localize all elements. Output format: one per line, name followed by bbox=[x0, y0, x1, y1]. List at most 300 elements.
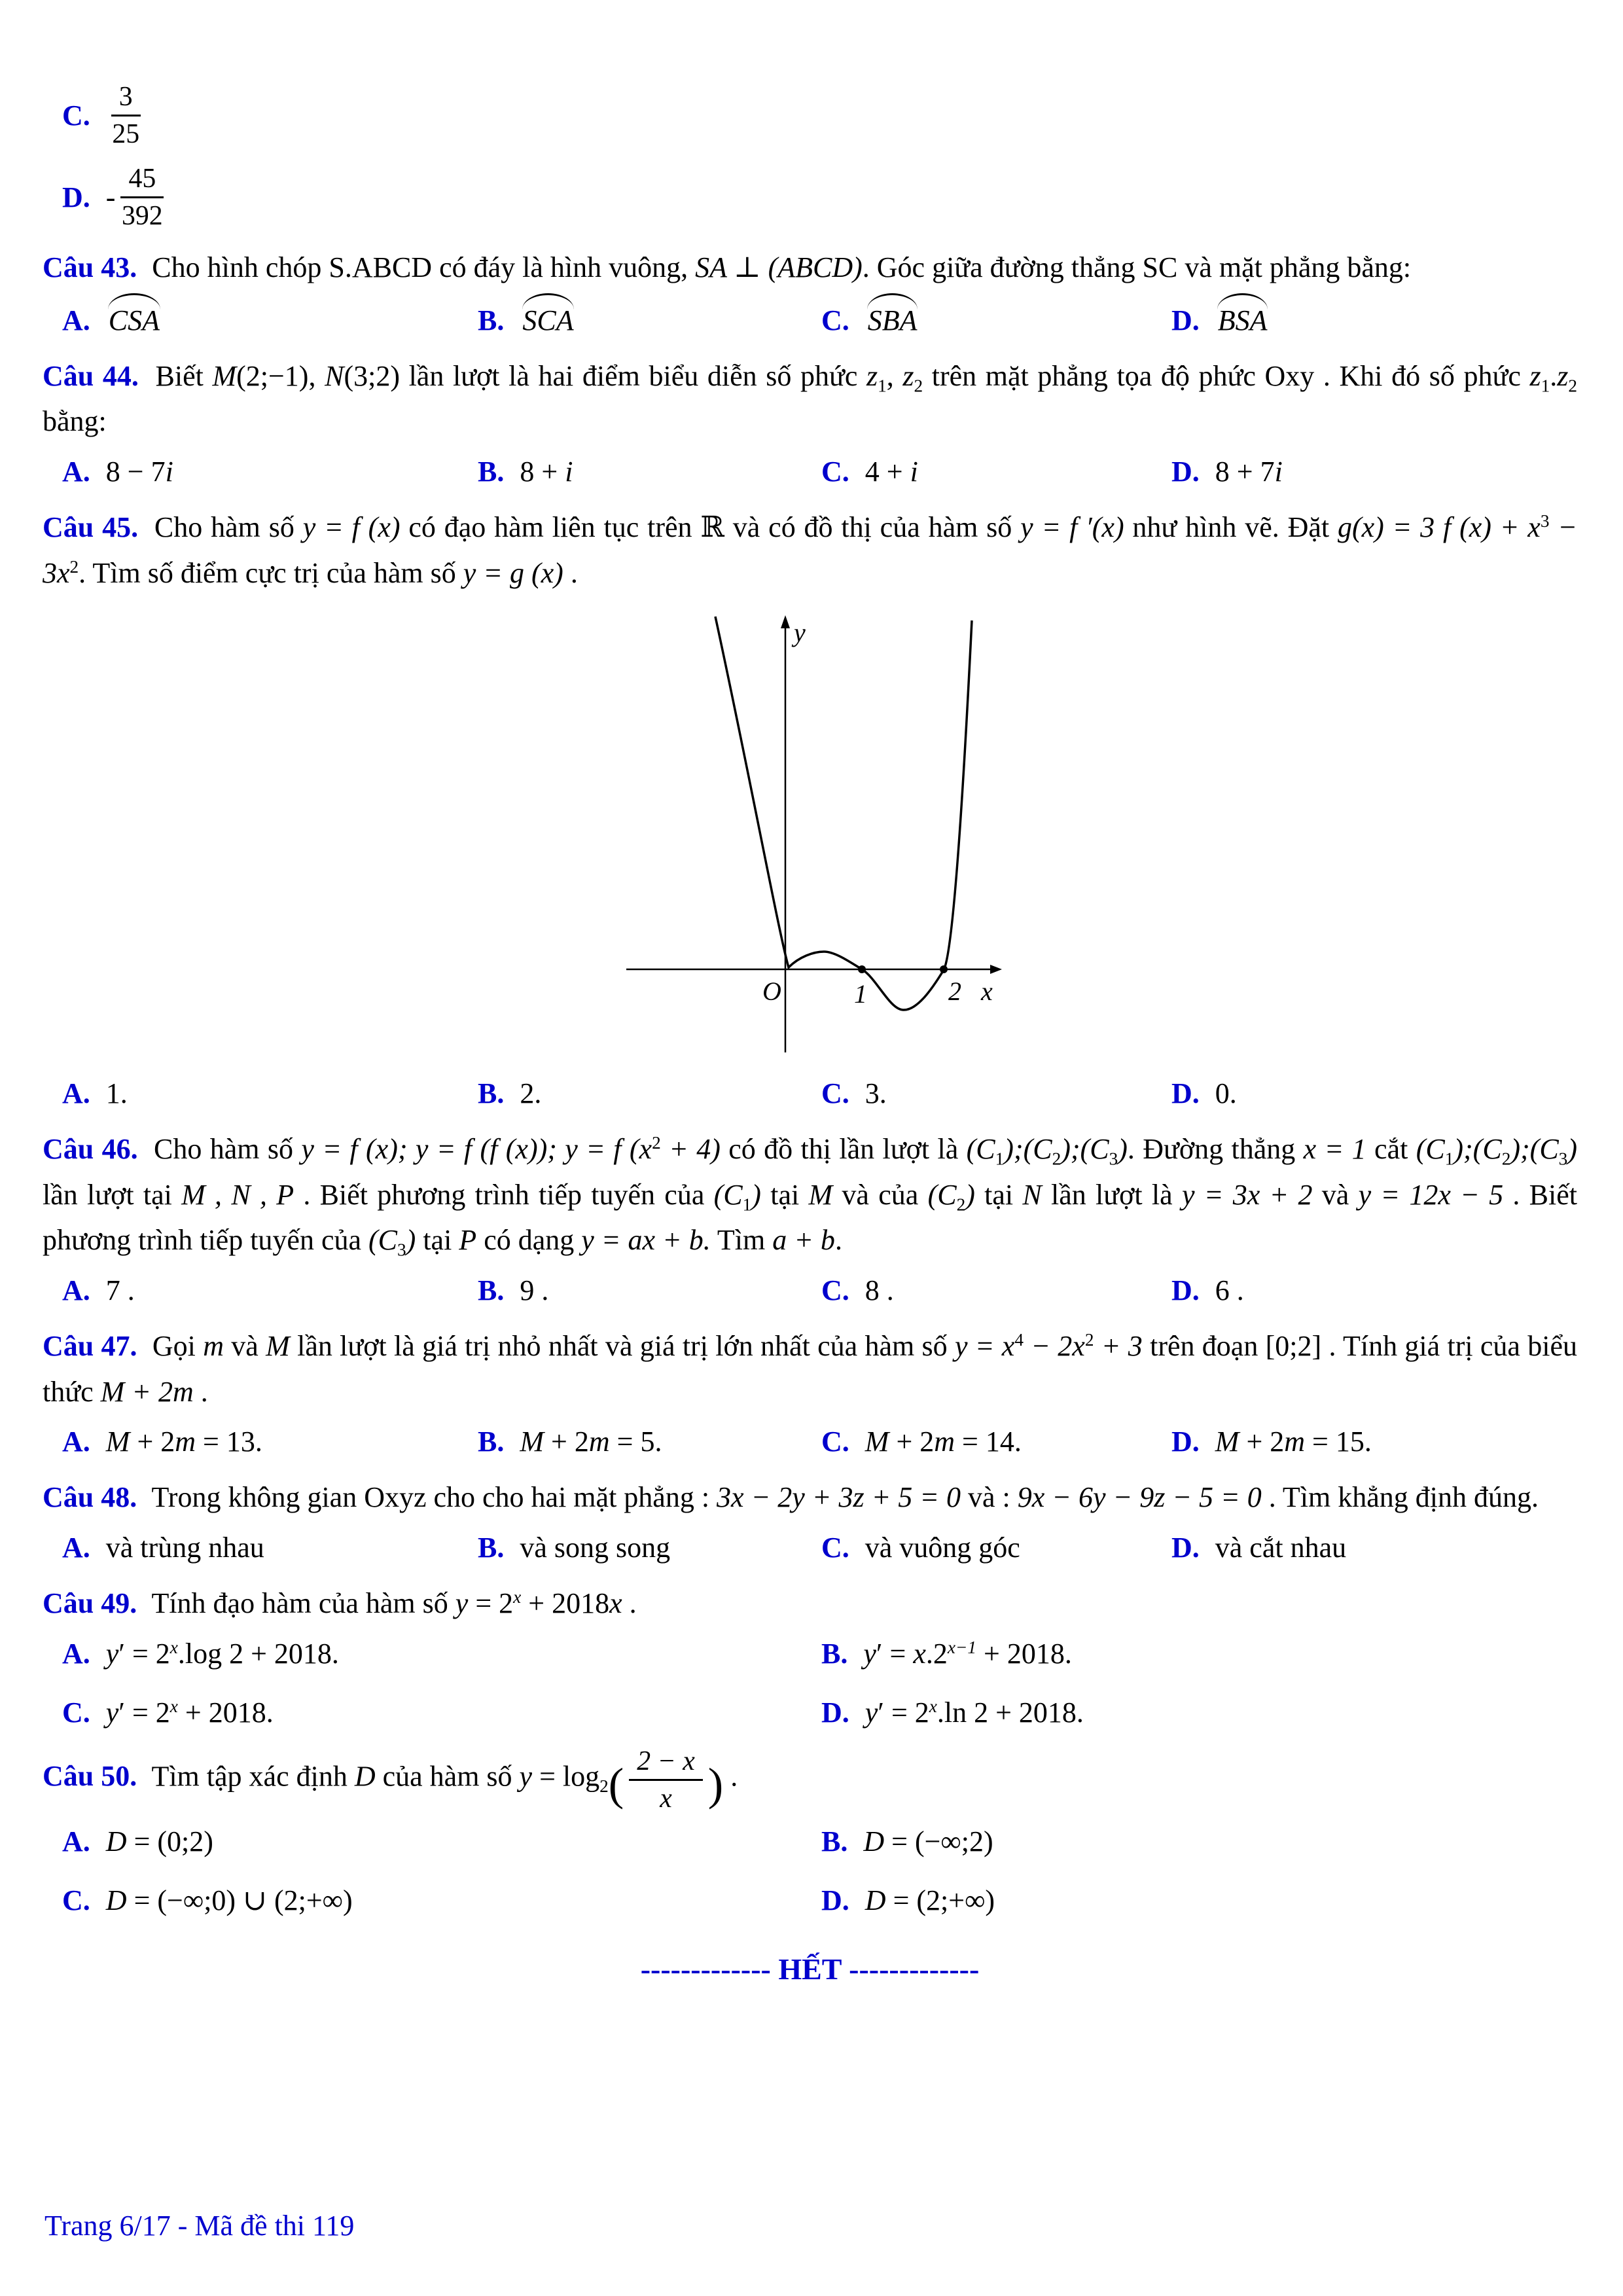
option-A bbox=[62, 296, 478, 343]
text-run: Biết bbox=[146, 359, 213, 392]
option-D bbox=[1171, 1420, 1577, 1464]
text-run: 8 − 7 bbox=[105, 455, 166, 488]
text-run: z bbox=[866, 359, 878, 392]
option-C bbox=[821, 1526, 1171, 1570]
question-48 bbox=[43, 1475, 1577, 1570]
text-run: lần lượt là giá trị nhỏ nhất và giá trị lớn nhất của hàm số bbox=[289, 1330, 955, 1363]
text-run: ′ = bbox=[876, 1637, 914, 1670]
text-run: y bbox=[865, 1696, 878, 1729]
text-run: và bbox=[223, 1330, 266, 1363]
text-run: + 3 bbox=[1094, 1330, 1143, 1363]
text-run: = (2;+∞) bbox=[885, 1884, 995, 1917]
text-run: 2. bbox=[520, 1077, 542, 1110]
text-run: x bbox=[609, 1587, 622, 1620]
text-run: . Đường thẳng bbox=[1127, 1133, 1304, 1166]
text-run: và : bbox=[961, 1481, 1018, 1514]
option-B bbox=[478, 1268, 821, 1313]
text-run: i bbox=[165, 455, 173, 488]
option-letter: D. bbox=[62, 181, 90, 214]
question-45 bbox=[43, 505, 1577, 1116]
text-run: . bbox=[834, 1224, 842, 1257]
question-text bbox=[43, 1746, 1577, 1814]
text-run: Trong không gian Oxyz cho cho hai mặt phẳng : bbox=[145, 1481, 717, 1514]
text-run: trên đoạn bbox=[1142, 1330, 1266, 1363]
question-number: Câu 50. bbox=[43, 1760, 137, 1793]
angle-symbol: SCA bbox=[520, 296, 576, 343]
question-47 bbox=[43, 1323, 1577, 1464]
option-letter: D. bbox=[1171, 1077, 1200, 1110]
text-run: 2 bbox=[1568, 376, 1578, 396]
fraction bbox=[120, 163, 164, 232]
text-run: y = ax + b. bbox=[581, 1224, 711, 1257]
carryover-options bbox=[43, 81, 1577, 232]
option-B bbox=[478, 1526, 821, 1570]
text-run: , bbox=[886, 359, 903, 392]
text-run: 2 bbox=[652, 1133, 661, 1153]
text-run: y bbox=[105, 1637, 119, 1670]
text-run: 1 bbox=[995, 1149, 1005, 1169]
question-number: Câu 44. bbox=[43, 359, 139, 392]
option-letter: A. bbox=[62, 1274, 90, 1306]
text-run: tại bbox=[974, 1178, 1023, 1211]
option-A bbox=[62, 1632, 821, 1676]
text-run: M bbox=[1215, 1426, 1240, 1458]
text-run: 9 . bbox=[520, 1274, 549, 1306]
text-run: . Tính giá trị của biểu thức bbox=[43, 1330, 1578, 1408]
option-letter: A. bbox=[62, 1426, 90, 1458]
text-run: y bbox=[455, 1587, 469, 1620]
option-A bbox=[62, 1071, 478, 1116]
text-run: ℝ bbox=[700, 511, 724, 544]
option-C bbox=[821, 1071, 1171, 1116]
option-letter: D. bbox=[821, 1696, 849, 1729]
text-run: = log bbox=[532, 1760, 600, 1793]
text-run: và của bbox=[832, 1178, 928, 1211]
text-run: D bbox=[105, 1884, 127, 1917]
fraction bbox=[629, 1746, 703, 1814]
option-letter: D. bbox=[1171, 304, 1200, 336]
text-run: .ln 2 + 2018 bbox=[936, 1696, 1077, 1729]
text-run: Gọi bbox=[145, 1330, 204, 1363]
option-D bbox=[821, 1691, 1577, 1735]
option-D bbox=[1171, 1071, 1577, 1116]
text-run: + 2018 bbox=[976, 1637, 1065, 1670]
text-run: = (−∞;2) bbox=[884, 1825, 993, 1858]
text-run: + 2 bbox=[1239, 1426, 1285, 1458]
tick-1-label: 1 bbox=[853, 979, 867, 1009]
text-run: y = 12x − 5 bbox=[1358, 1178, 1504, 1211]
option-letter: A. bbox=[62, 304, 90, 336]
text-run: trên mặt phẳng tọa độ phức Oxy . Khi đó số phức bbox=[923, 359, 1530, 392]
text-run: + 2 bbox=[544, 1426, 589, 1458]
text-run: (C bbox=[1416, 1133, 1445, 1166]
text-run: y = 3x + 2 bbox=[1181, 1178, 1313, 1211]
question-text bbox=[43, 353, 1577, 444]
text-run: C bbox=[1033, 1133, 1052, 1166]
text-run: C bbox=[1539, 1133, 1559, 1166]
option-letter: B. bbox=[478, 1274, 505, 1306]
text-run: D bbox=[863, 1825, 885, 1858]
question-number: Câu 46. bbox=[43, 1133, 138, 1166]
option-D bbox=[1171, 1268, 1577, 1313]
fraction-denominator: 392 bbox=[121, 201, 163, 232]
text-run: );( bbox=[1510, 1133, 1540, 1166]
angle-symbol: BSA bbox=[1215, 296, 1270, 343]
text-run: + 2018 bbox=[521, 1587, 610, 1620]
options bbox=[43, 1268, 1577, 1313]
text-run: i bbox=[910, 455, 918, 488]
text-run: = (0;2) bbox=[126, 1825, 213, 1858]
option-letter: B. bbox=[478, 1077, 505, 1110]
option-B bbox=[478, 1071, 821, 1116]
question-number: Câu 45. bbox=[43, 511, 139, 544]
text-run: [0;2] bbox=[1265, 1330, 1322, 1363]
option-letter: C. bbox=[821, 1531, 849, 1564]
x-axis-label: x bbox=[980, 977, 993, 1007]
text-run: . bbox=[622, 1587, 637, 1620]
text-run: . bbox=[266, 1696, 274, 1729]
text-run: M bbox=[865, 1426, 889, 1458]
option-A bbox=[62, 1420, 478, 1464]
option-letter: C. bbox=[821, 1274, 849, 1306]
text-run: 1 bbox=[1444, 1149, 1454, 1169]
text-run: . bbox=[723, 1760, 738, 1793]
option-letter: C. bbox=[62, 1696, 90, 1729]
text-run: Tính đạo hàm của hàm số bbox=[145, 1587, 455, 1620]
question-number: Câu 49. bbox=[43, 1587, 137, 1620]
text-run: 8 . bbox=[865, 1274, 894, 1306]
text-run: );( bbox=[1454, 1133, 1483, 1166]
text-run: 1 bbox=[742, 1194, 752, 1215]
text-run: ′ = 2 bbox=[118, 1696, 170, 1729]
text-run: M bbox=[520, 1426, 544, 1458]
text-run: x−1 bbox=[947, 1637, 977, 1657]
option-letter: D. bbox=[1171, 455, 1200, 488]
question-number: Câu 48. bbox=[43, 1481, 137, 1514]
option-D bbox=[43, 163, 1577, 232]
option-letter: A. bbox=[62, 1825, 90, 1858]
question-text bbox=[43, 245, 1577, 291]
text-run: M bbox=[105, 1426, 130, 1458]
text-run: 8 + bbox=[520, 455, 565, 488]
text-run: = 2 bbox=[468, 1587, 514, 1620]
text-run: có dạng bbox=[476, 1224, 582, 1257]
text-run: 8 + 7 bbox=[1215, 455, 1275, 488]
fraction-numerator: 45 bbox=[120, 163, 164, 198]
option-C bbox=[821, 296, 1171, 343]
point-x2 bbox=[940, 965, 948, 973]
text-run: x bbox=[169, 1637, 178, 1657]
text-run: . Biết phương trình tiếp tuyến của bbox=[43, 1178, 1578, 1257]
text-run: Cho hàm số bbox=[146, 511, 303, 544]
text-run: Cho hàm số bbox=[145, 1133, 302, 1166]
text-run: 2 bbox=[69, 556, 79, 577]
text-run: − 3x bbox=[43, 511, 1578, 589]
option-letter: C. bbox=[821, 1077, 849, 1110]
text-run: 1 bbox=[878, 376, 887, 396]
text-run: = (−∞;0) ∪ (2;+∞) bbox=[126, 1884, 353, 1917]
text-run: lần lượt là bbox=[1041, 1178, 1182, 1211]
text-run: tại bbox=[760, 1178, 809, 1211]
text-run: y = f ′(x) bbox=[1020, 511, 1124, 544]
text-run: y = x bbox=[954, 1330, 1015, 1363]
angle-symbol: SBA bbox=[865, 296, 920, 343]
y-axis-label: y bbox=[793, 618, 806, 648]
text-run: . Góc giữa đường thẳng SC và mặt phẳng bằng: bbox=[862, 251, 1412, 284]
text-run: 0. bbox=[1215, 1077, 1237, 1110]
text-run: (3;2) bbox=[344, 359, 400, 392]
fraction-denominator: 25 bbox=[112, 119, 140, 150]
text-run: D bbox=[354, 1760, 376, 1793]
option-A bbox=[62, 1526, 478, 1570]
origin-label: O bbox=[762, 977, 781, 1007]
text-run: và song song bbox=[520, 1531, 671, 1564]
text-run: có đạo hàm liên tục trên bbox=[400, 511, 701, 544]
text-run: . bbox=[563, 556, 578, 589]
option-A bbox=[62, 1268, 478, 1313]
page-footer: Trang 6/17 - Mã đề thi 119 bbox=[45, 2210, 355, 2242]
text-run: m bbox=[1284, 1426, 1306, 1458]
x-axis-arrow-icon bbox=[990, 965, 1002, 974]
option-A bbox=[62, 450, 478, 494]
text-run: bằng: bbox=[43, 405, 107, 438]
text-run: Tìm bbox=[710, 1224, 773, 1257]
text-run: tại bbox=[416, 1224, 459, 1257]
options bbox=[43, 1632, 1577, 1735]
text-run: M , N , P bbox=[181, 1178, 294, 1211]
text-run: như hình vẽ. Đặt bbox=[1124, 511, 1338, 544]
option-C bbox=[821, 450, 1171, 494]
question-text bbox=[43, 1475, 1577, 1520]
question-text bbox=[43, 1323, 1577, 1414]
text-run: y = f (x); y = f (f (x)); y = f (x bbox=[301, 1133, 652, 1166]
text-run: 6 . bbox=[1215, 1274, 1244, 1306]
text-run: . bbox=[1064, 1637, 1072, 1670]
option-letter: C. bbox=[821, 304, 849, 336]
text-run: lần lượt là hai điểm biểu diễn số phức bbox=[399, 359, 866, 392]
option-D bbox=[1171, 450, 1577, 494]
question-44 bbox=[43, 353, 1577, 494]
question-text bbox=[43, 1581, 1577, 1626]
text-run: (C bbox=[927, 1178, 957, 1211]
figure-container bbox=[617, 613, 1003, 1065]
text-run: x bbox=[513, 1587, 522, 1607]
text-run: có đồ thị lần lượt là bbox=[720, 1133, 967, 1166]
tick-2-label: 2 bbox=[948, 977, 961, 1007]
text-run: z bbox=[902, 359, 914, 392]
question-50 bbox=[43, 1746, 1577, 1924]
question-number: Câu 47. bbox=[43, 1330, 137, 1363]
text-run: ′ = 2 bbox=[878, 1696, 929, 1729]
text-run: M bbox=[212, 359, 237, 392]
text-run: 2 bbox=[1052, 1149, 1061, 1169]
option-D bbox=[821, 1878, 1577, 1923]
text-run: 7 . bbox=[105, 1274, 135, 1306]
text-run: = 13. bbox=[196, 1426, 262, 1458]
question-49 bbox=[43, 1581, 1577, 1735]
text-run: C bbox=[1090, 1133, 1109, 1166]
text-run: z bbox=[1557, 359, 1569, 392]
text-run: và cắt nhau bbox=[1215, 1531, 1347, 1564]
text-run: m bbox=[934, 1426, 955, 1458]
option-letter: D. bbox=[821, 1884, 849, 1917]
text-run: M bbox=[266, 1330, 290, 1363]
text-run: (C bbox=[713, 1178, 743, 1211]
text-run: = 15. bbox=[1305, 1426, 1372, 1458]
text-run: ) bbox=[751, 1178, 761, 1211]
text-run: 3x − 2y + 3z + 5 = 0 bbox=[717, 1481, 961, 1514]
text-run: m bbox=[203, 1330, 224, 1363]
question-46 bbox=[43, 1126, 1577, 1313]
text-run: Cho hình chóp S.ABCD có đáy là hình vuông, bbox=[145, 251, 696, 284]
option-letter: B. bbox=[478, 304, 505, 336]
fraction-denominator: x bbox=[660, 1784, 672, 1814]
text-run: ′ = 2 bbox=[118, 1637, 170, 1670]
text-run: 1. bbox=[105, 1077, 128, 1110]
text-run: Tìm tập xác định bbox=[145, 1760, 355, 1793]
text-run: 1 bbox=[1541, 376, 1550, 396]
option-letter: B. bbox=[478, 1426, 505, 1458]
option-letter: A. bbox=[62, 455, 90, 488]
text-run: + 4) bbox=[660, 1133, 721, 1166]
option-letter: D. bbox=[1171, 1274, 1200, 1306]
text-run: (2;−1), bbox=[236, 359, 325, 392]
fprime-curve bbox=[715, 617, 972, 1010]
option-letter: A. bbox=[62, 1077, 90, 1110]
text-run: y bbox=[863, 1637, 876, 1670]
y-axis-arrow-icon bbox=[781, 615, 790, 628]
text-run: D bbox=[105, 1825, 127, 1858]
question-list bbox=[43, 245, 1577, 1923]
text-run: m bbox=[175, 1426, 196, 1458]
text-run: y bbox=[105, 1696, 119, 1729]
text-run: .2 bbox=[925, 1637, 948, 1670]
option-B bbox=[478, 296, 821, 343]
text-run: 3 bbox=[1540, 511, 1550, 531]
text-run: x bbox=[913, 1637, 926, 1670]
text-run: C bbox=[1482, 1133, 1502, 1166]
text-run: cắt bbox=[1366, 1133, 1416, 1166]
text-run: 4 + bbox=[865, 455, 910, 488]
option-letter: C. bbox=[62, 1884, 90, 1917]
option-B bbox=[478, 450, 821, 494]
options bbox=[43, 1420, 1577, 1464]
option-letter: D. bbox=[1171, 1531, 1200, 1564]
text-run: (C bbox=[966, 1133, 995, 1166]
text-run: ) bbox=[707, 1759, 724, 1810]
text-run: − 2x bbox=[1023, 1330, 1085, 1363]
option-C bbox=[62, 1878, 821, 1923]
question-text bbox=[43, 1126, 1577, 1263]
option-C bbox=[43, 81, 1577, 150]
option-letter: B. bbox=[821, 1825, 848, 1858]
text-run: 3 bbox=[1558, 1149, 1568, 1169]
option-letter: D. bbox=[1171, 1426, 1200, 1458]
text-run: ) bbox=[1567, 1133, 1577, 1166]
fprime-graph bbox=[617, 613, 1003, 1058]
options bbox=[43, 1526, 1577, 1570]
fraction-numerator: 3 bbox=[111, 81, 141, 117]
text-run: 3 bbox=[397, 1240, 406, 1260]
option-letter: B. bbox=[478, 455, 505, 488]
text-run: + 2 bbox=[130, 1426, 175, 1458]
option-letter: C. bbox=[62, 99, 90, 132]
text-run: . bbox=[1076, 1696, 1084, 1729]
text-run: 4 bbox=[1014, 1330, 1024, 1350]
text-run: z bbox=[1529, 359, 1541, 392]
option-letter: B. bbox=[478, 1531, 505, 1564]
option-letter: A. bbox=[62, 1531, 90, 1564]
text-run: + 2 bbox=[889, 1426, 935, 1458]
text-run: 2 bbox=[599, 1776, 609, 1796]
text-run: và có đồ thị của hàm số bbox=[724, 511, 1021, 544]
options bbox=[43, 296, 1577, 343]
option-B bbox=[821, 1632, 1577, 1676]
option-C bbox=[821, 1420, 1171, 1464]
point-x1 bbox=[858, 965, 866, 973]
text-run: i bbox=[1274, 455, 1283, 488]
text-run: N bbox=[1022, 1178, 1042, 1211]
text-run: N bbox=[325, 359, 344, 392]
option-B bbox=[821, 1820, 1577, 1864]
text-run: D bbox=[865, 1884, 886, 1917]
fraction-numerator: 2 − x bbox=[629, 1746, 703, 1781]
text-run: y = f (x) bbox=[302, 511, 401, 544]
options bbox=[43, 1071, 1577, 1116]
text-run: .log 2 + 2018 bbox=[177, 1637, 332, 1670]
text-run: + 2018 bbox=[177, 1696, 266, 1729]
option-D bbox=[1171, 296, 1577, 343]
text-run: 3. bbox=[865, 1077, 887, 1110]
text-run: 2 bbox=[914, 376, 923, 396]
text-run: x bbox=[929, 1696, 937, 1716]
text-run: . bbox=[331, 1637, 339, 1670]
question-text bbox=[43, 505, 1577, 596]
text-run: 2 bbox=[956, 1194, 966, 1215]
minus-sign: - bbox=[105, 181, 116, 214]
text-run: );( bbox=[1061, 1133, 1090, 1166]
text-run: và trùng nhau bbox=[105, 1531, 264, 1564]
option-C bbox=[821, 1268, 1171, 1313]
text-run: 9x − 6y − 9z − 5 = 0 bbox=[1017, 1481, 1262, 1514]
text-run: . Tìm khẳng định đúng. bbox=[1261, 1481, 1539, 1514]
text-run: = 14. bbox=[955, 1426, 1022, 1458]
text-run: i bbox=[565, 455, 573, 488]
option-letter: B. bbox=[821, 1637, 848, 1670]
text-run: g(x) = 3 f (x) + x bbox=[1337, 511, 1541, 544]
option-C bbox=[62, 1691, 821, 1735]
text-run: . bbox=[193, 1375, 208, 1408]
text-run: lần lượt tại bbox=[43, 1178, 182, 1211]
options bbox=[43, 1820, 1577, 1923]
text-run: );( bbox=[1004, 1133, 1033, 1166]
text-run: . Tìm số điểm cực trị của hàm số bbox=[79, 556, 463, 589]
text-run: ( bbox=[608, 1759, 624, 1810]
text-run: M + 2m bbox=[100, 1375, 194, 1408]
text-run: m bbox=[588, 1426, 610, 1458]
text-run: ) bbox=[406, 1224, 416, 1257]
text-run: ) bbox=[965, 1178, 975, 1211]
text-run: = 5. bbox=[609, 1426, 662, 1458]
text-run: . Biết phương trình tiếp tuyến của bbox=[294, 1178, 714, 1211]
text-run: y = g (x) bbox=[463, 556, 563, 589]
text-run: ) bbox=[1118, 1133, 1128, 1166]
text-run: của hàm số bbox=[375, 1760, 520, 1793]
text-run: . bbox=[1550, 359, 1558, 392]
text-run: (C bbox=[368, 1224, 398, 1257]
text-run: x = 1 bbox=[1303, 1133, 1366, 1166]
fraction bbox=[111, 81, 141, 150]
